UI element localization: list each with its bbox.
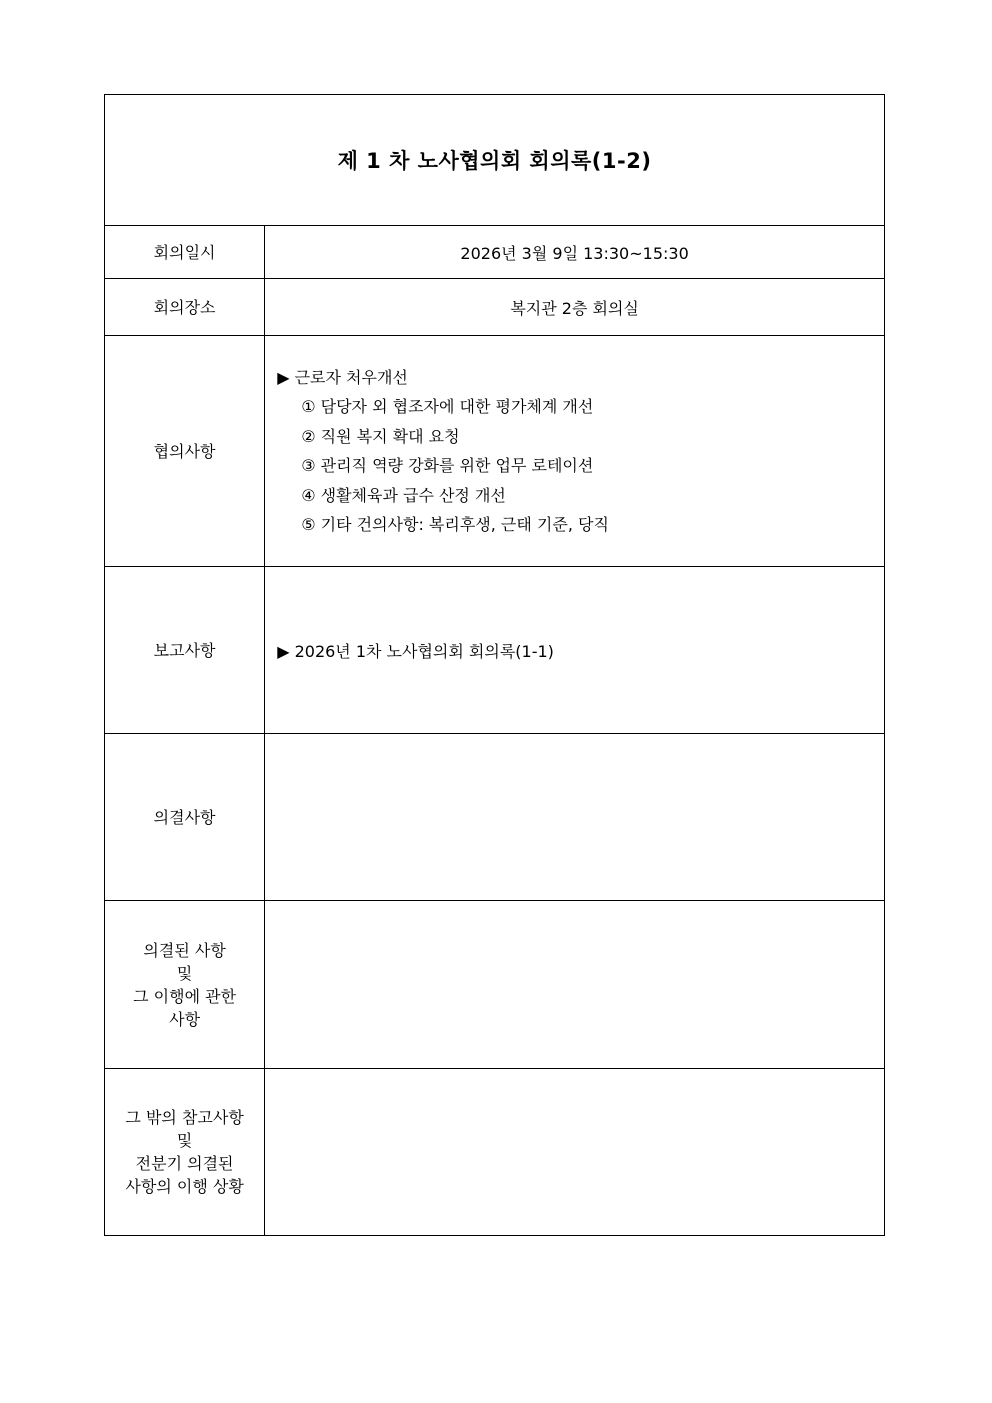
consultation-item: ⑤ 기타 건의사항: 복리후생, 근태 기준, 당직: [301, 515, 609, 534]
implementation-label-line: 그 이행에 관한: [133, 986, 237, 1006]
other-label-line: 전분기 의결된: [135, 1154, 234, 1173]
consultation-row: [105, 336, 885, 567]
consultation-content: [265, 336, 885, 567]
consultation-label: 협의사항: [105, 336, 265, 567]
implementation-label-line: 사항: [169, 1009, 201, 1029]
implementation-label-line: 의결된 사항: [143, 940, 226, 960]
resolution-row: [105, 734, 885, 901]
other-label-line: 그 밖의 참고사항: [125, 1108, 244, 1127]
place-row: [105, 279, 885, 336]
date-value: 2026년 3월 9일 13:30~15:30: [265, 226, 885, 279]
report-value: ▶ 2026년 1차 노사협의회 회의록(1-1): [265, 567, 885, 734]
resolution-label: 의결사항: [105, 734, 265, 901]
report-row: [105, 567, 885, 734]
date-row: [105, 226, 885, 279]
other-label-line: 및: [176, 1131, 193, 1150]
consultation-item: ① 담당자 외 협조자에 대한 평가체계 개선: [301, 397, 594, 416]
other-row: [105, 1069, 885, 1236]
other-value: [265, 1069, 885, 1236]
consultation-heading: ▶ 근로자 처우개선: [277, 367, 408, 387]
other-label: [105, 1069, 265, 1236]
implementation-value: [265, 901, 885, 1069]
consultation-list: [277, 363, 884, 540]
resolution-value: [265, 734, 885, 901]
document-title: 제 1 차 노사협의회 회의록(1-2): [105, 95, 885, 226]
meeting-minutes-table: [104, 94, 885, 1236]
title-row: [105, 95, 885, 226]
consultation-item: ④ 생활체육과 급수 산정 개선: [301, 485, 506, 505]
consultation-item: ② 직원 복지 확대 요청: [301, 426, 460, 446]
other-label-line: 사항의 이행 상황: [125, 1177, 244, 1196]
report-label: 보고사항: [105, 567, 265, 734]
date-label: 회의일시: [105, 226, 265, 279]
consultation-item: ③ 관리직 역량 강화를 위한 업무 로테이션: [301, 456, 594, 475]
place-value: 복지관 2층 회의실: [265, 279, 885, 336]
implementation-label: [105, 901, 265, 1069]
implementation-label-line: 및: [176, 963, 193, 983]
place-label: 회의장소: [105, 279, 265, 336]
implementation-row: [105, 901, 885, 1069]
